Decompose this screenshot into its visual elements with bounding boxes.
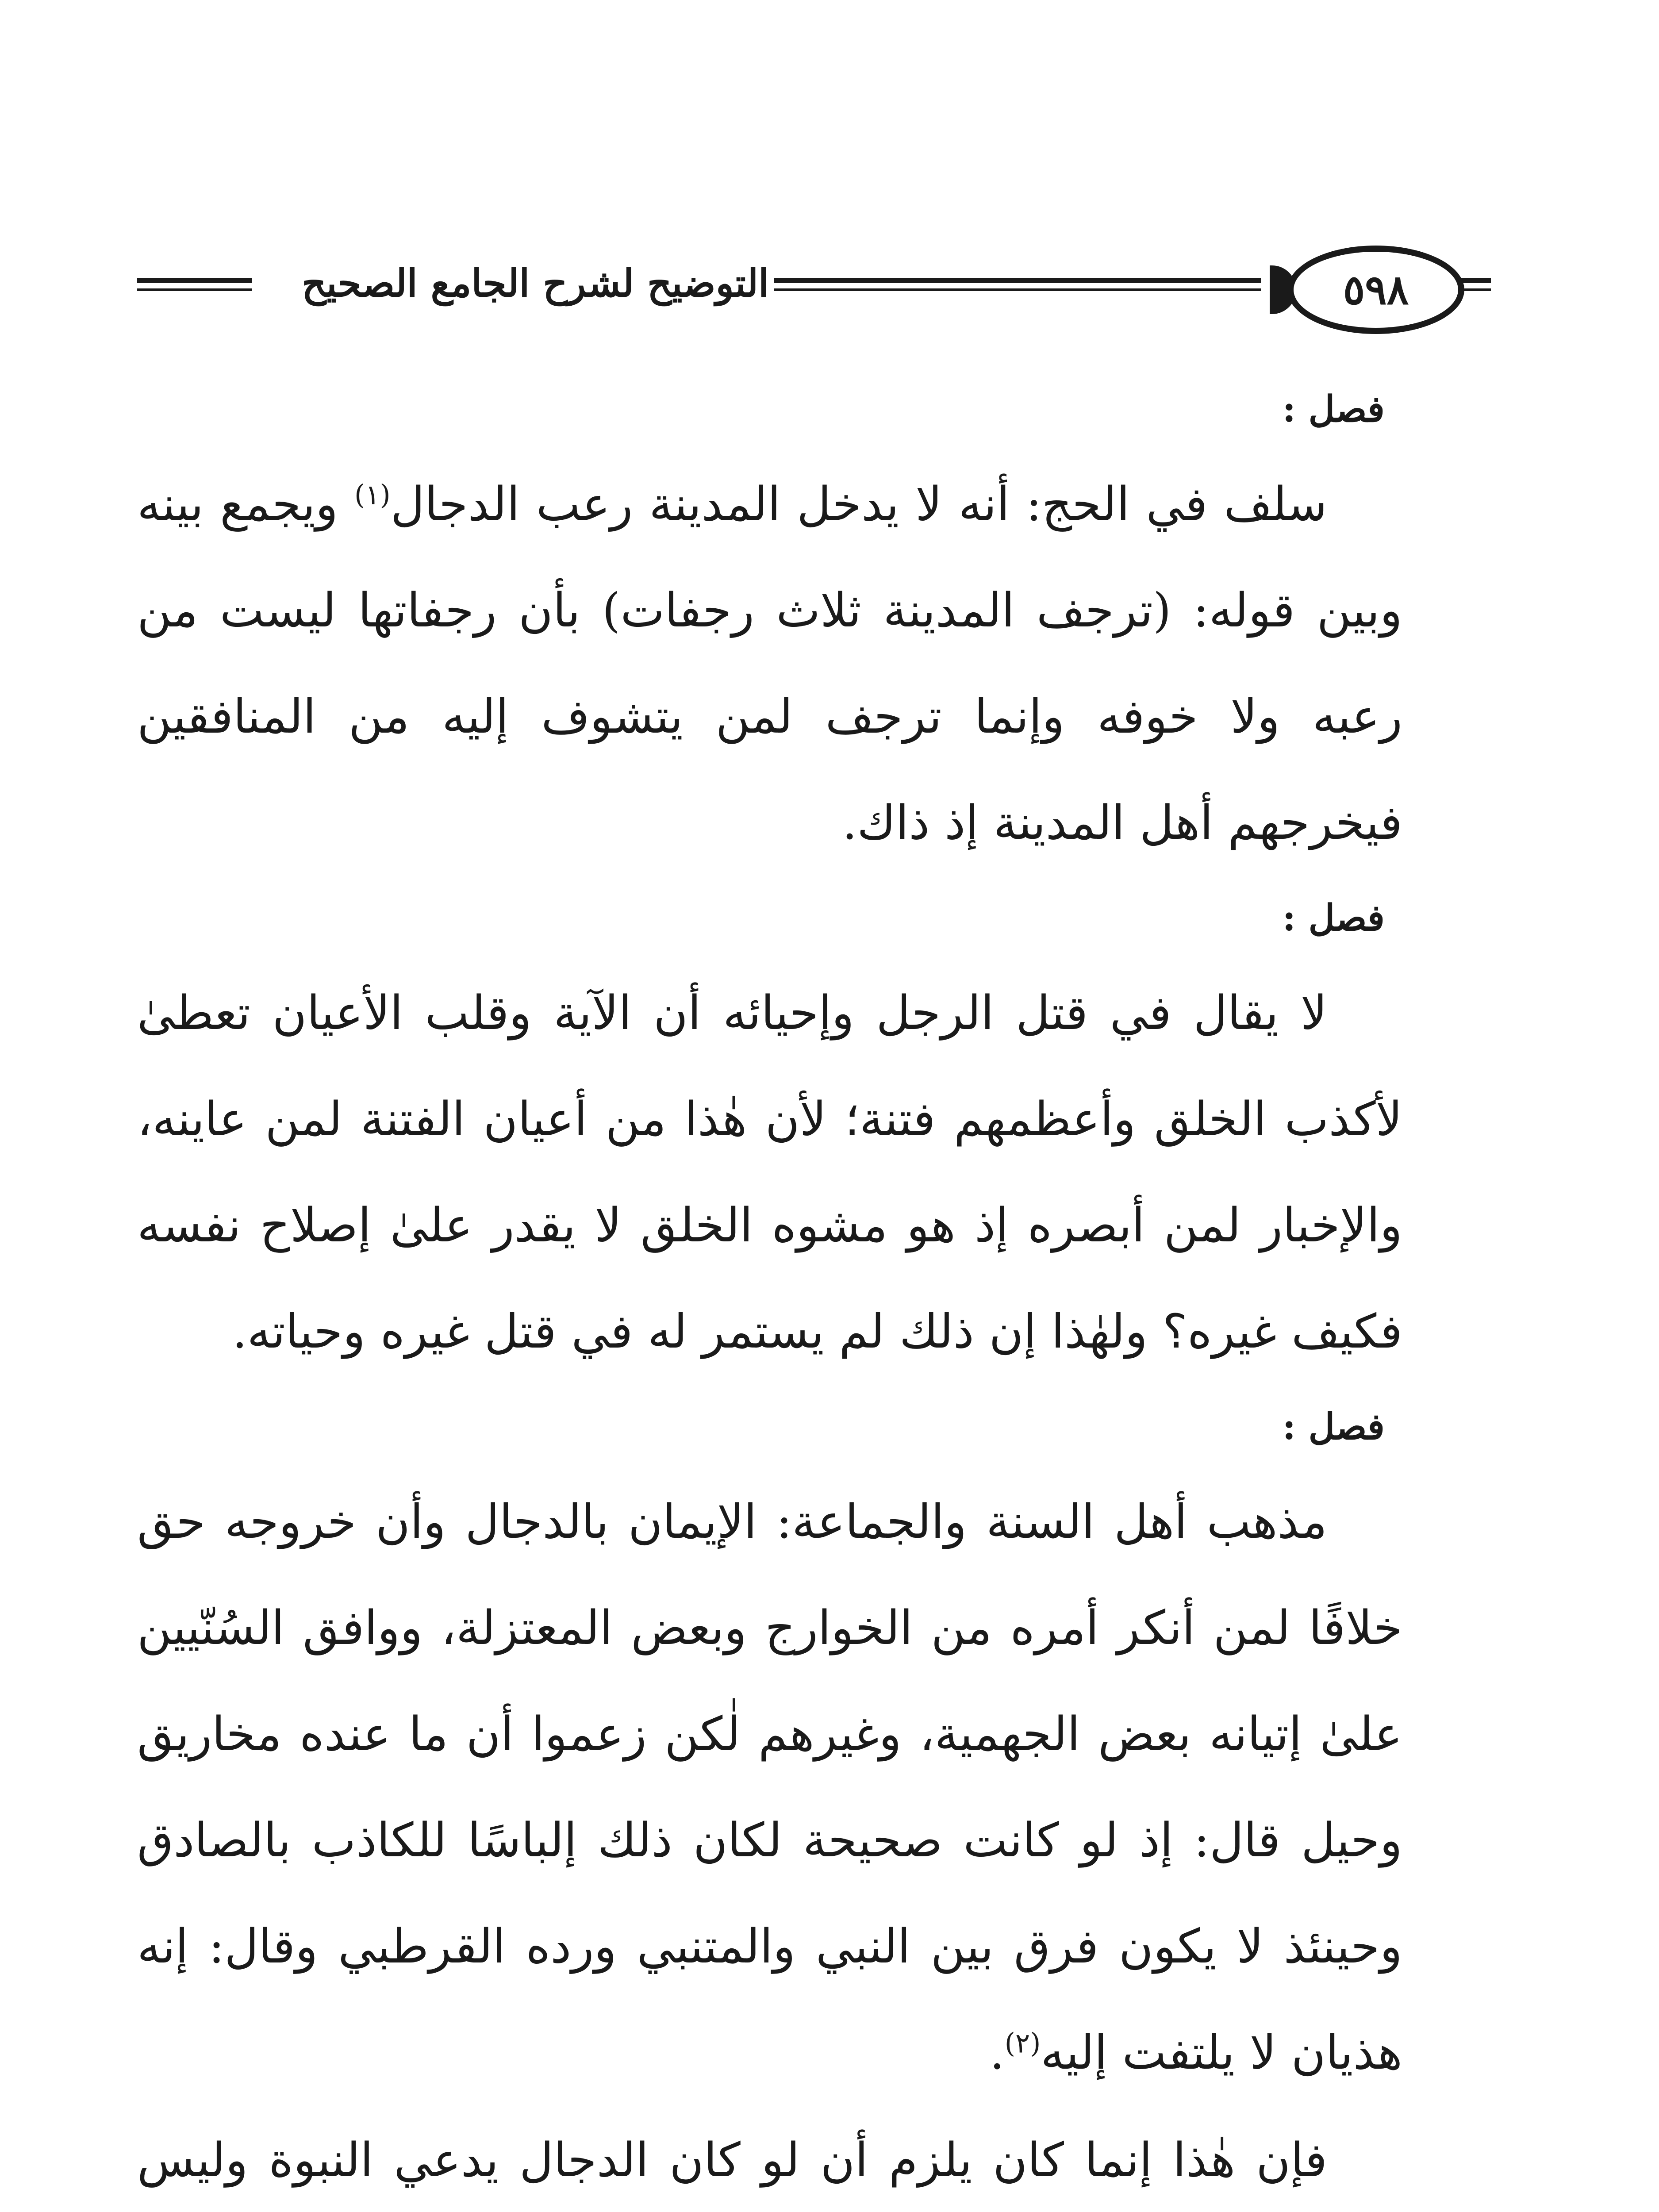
paragraph (137, 451, 1402, 876)
header-rule-right (1460, 278, 1491, 291)
page-number-badge (1287, 246, 1464, 334)
paragraph-text: مذهب أهل السنة والجماعة: الإيمان بالدجال وأن خروجه حق خلافًا لمن أنكر أمره من الخوارج وبعض المعتزلة، ووافق السُنّيين علىٰ إتيانه بعض الجهمية، وغيرهم لٰكن زعموا أن ما عنده مخاريق وحيل قال: إذ لو كانت صحيحة لكان ذلك إلباسًا للكاذب بالصادق وحينئذ لا يكون فرق بين النبي والمتنبي ورده القرطبي وقال: إنه هذيان لا يلتفت إليه (137, 1494, 1402, 2080)
paragraph-text: ويجمع بينه وبين قوله: (ترجف المدينة ثلاث رجفات) بأن رجفاتها ليست من رعبه ولا خوفه وإنما ترجف لمن يتشوف إليه من المنافقين فيخرجهم أهل المدينة إذ ذاك. (137, 477, 1402, 850)
main-text (137, 367, 1402, 2212)
page-number: ٥٩٨ (1343, 266, 1409, 314)
section-label: فصل : (1282, 388, 1385, 430)
header-rule-left (137, 278, 252, 291)
section-label: فصل : (1282, 897, 1385, 939)
paragraph: فإن هٰذا إنما كان يلزم أن لو كان الدجال يدعي النبوة وليس (137, 2133, 1327, 2187)
paragraph: لا يقال في قتل الرجل وإحيائه أن الآية وقلب الأعيان تعطىٰ لأكذب الخلق وأعظمهم فتنة؛ لأن هٰذا من أعيان الفتنة لمن عاينه، والإخبار لمن أبصره إذ هو مشوه الخلق لا يقدر علىٰ إصلاح نفسه فكيف غيره؟ ولهٰذا إن ذلك لم يستمر له في قتل غيره وحياته. (137, 986, 1402, 1359)
page-header (137, 239, 1491, 341)
paragraph-text: . (990, 2025, 1005, 2080)
paragraph (137, 1469, 1402, 2106)
header-rule-middle (774, 278, 1261, 291)
running-title: التوضيح لشرح الجامع الصحيح (302, 261, 769, 306)
footnote-reference[interactable]: (١) (354, 478, 391, 511)
paragraph-text: سلف في الحج: أنه لا يدخل المدينة رعب الدجال (390, 477, 1327, 531)
footnote-reference[interactable]: (٢) (1004, 2027, 1041, 2059)
section-label: فصل : (1282, 1406, 1385, 1448)
